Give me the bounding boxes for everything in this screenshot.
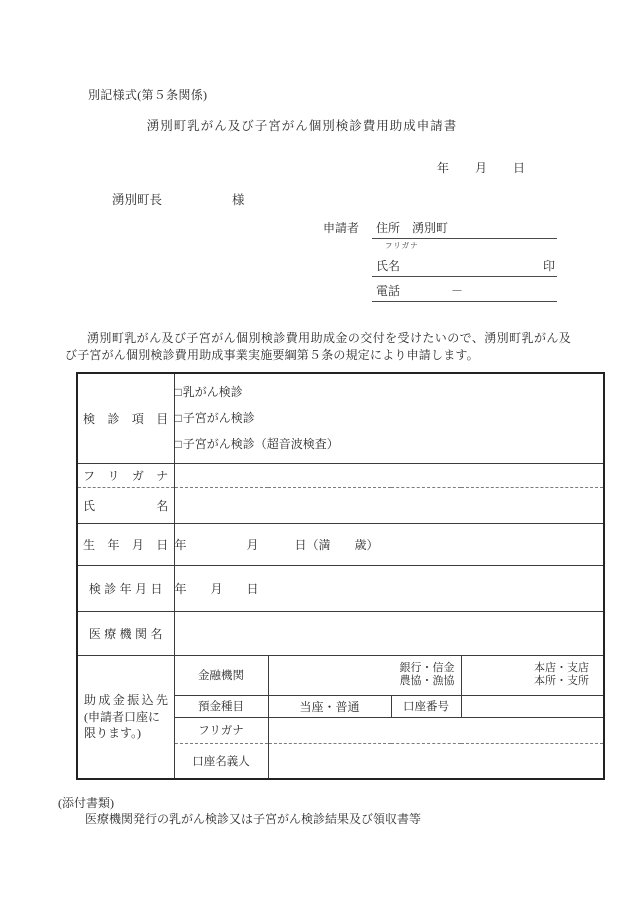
name-row-label: 氏 名 [77, 487, 174, 523]
exam-date-label: 検 診 年 月 日 [77, 565, 174, 611]
addressee-honorific: 様 [232, 193, 245, 207]
payee-label-line1: 助成金振込先 [84, 693, 171, 707]
attachments-body: 医療機関発行の乳がん検診又は子宮がん検診結果及び領収書等 [85, 812, 422, 826]
furigana-label: フ リ ガ ナ [77, 463, 174, 487]
attachments-note [58, 795, 421, 827]
declaration-paragraph: 湧別町乳がん及び子宮がん個別検診費用助成金の交付を受けたいので、湧別町乳がん及び子宮がん個別検診費用助成事業実施要綱第５条の規定により申請します。 [65, 331, 571, 362]
branch-type-line1: 本店・支店 [534, 661, 590, 674]
addressee-line [112, 190, 245, 208]
institution-field[interactable] [174, 611, 604, 655]
branch-field[interactable] [461, 655, 604, 695]
form-style-note: 別記様式(第５条関係) [88, 88, 208, 102]
checkbox-icon[interactable]: □ [174, 437, 182, 452]
furigana-note: フリガナ [385, 241, 419, 250]
name-label: 氏名 [376, 259, 401, 273]
holder-name-label: 口座名義人 [174, 743, 268, 779]
addressee-name: 湧別町長 [112, 193, 163, 207]
address-label: 住所 [376, 221, 401, 235]
bank-type-options [269, 662, 461, 689]
payee-label-line2: (申請者口座に [84, 709, 160, 724]
exam-option-label: 乳がん検診 [182, 385, 243, 400]
account-number-field[interactable] [461, 695, 604, 717]
furigana-field[interactable] [174, 463, 604, 487]
date-day-label: 日 [513, 161, 526, 175]
applicant-phone-field[interactable] [372, 282, 557, 302]
seal-label: 印 [542, 259, 555, 273]
exam-option-cervical-ultrasound[interactable] [175, 431, 604, 457]
date-year-label: 年 [437, 161, 450, 175]
exam-option-breast[interactable] [175, 379, 604, 405]
holder-name-field[interactable] [268, 743, 604, 779]
account-number-label: 口座番号 [391, 695, 461, 717]
applicant-label: 申請者 [323, 221, 360, 235]
bank-name-label: 金融機関 [174, 655, 268, 695]
applicant-block [323, 219, 557, 305]
bank-type-line2: 農協・漁協 [399, 675, 455, 687]
branch-type-line2: 本所・支所 [534, 675, 590, 687]
payee-label-line3: 限ります。) [84, 726, 142, 740]
exam-option-cervical[interactable] [175, 405, 604, 431]
date-line [437, 159, 525, 176]
payee-label-cell [77, 655, 174, 779]
checkbox-icon[interactable]: □ [174, 385, 182, 400]
attachments-heading: (添付書類) [58, 796, 114, 810]
exam-date-field[interactable]: 年 月 日 [174, 565, 604, 611]
date-month-label: 月 [475, 161, 488, 175]
name-field[interactable] [174, 487, 604, 523]
birthdate-label: 生 年 月 日 [77, 523, 174, 565]
bank-name-field[interactable] [268, 655, 461, 695]
application-table [76, 372, 605, 780]
phone-label: 電話 [376, 284, 401, 298]
branch-type-options [462, 662, 604, 689]
institution-label: 医 療 機 関 名 [77, 611, 174, 655]
account-type-options: 当座・普通 [268, 695, 391, 717]
holder-furigana-label: フリガナ [174, 717, 268, 743]
holder-furigana-field[interactable] [268, 717, 604, 743]
exam-option-label: 子宮がん検診（超音波検査） [182, 437, 339, 452]
address-field[interactable] [372, 219, 557, 239]
bank-type-line1: 銀行・信金 [399, 661, 455, 674]
address-value: 湧別町 [412, 221, 449, 235]
exam-option-label: 子宮がん検診 [182, 411, 255, 426]
exam-items-cell [174, 373, 604, 463]
phone-dash: － [451, 284, 464, 298]
checkbox-icon[interactable]: □ [174, 411, 182, 426]
applicant-name-field[interactable] [372, 257, 557, 277]
document-title: 湧別町乳がん及び子宮がん個別検診費用助成申請書 [146, 119, 458, 133]
birthdate-field[interactable]: 年 月 日（満 歳） [174, 523, 604, 565]
account-type-label: 預金種目 [174, 695, 268, 717]
exam-items-label: 検 診 項 目 [77, 373, 174, 463]
applicant-address-row [323, 219, 557, 239]
